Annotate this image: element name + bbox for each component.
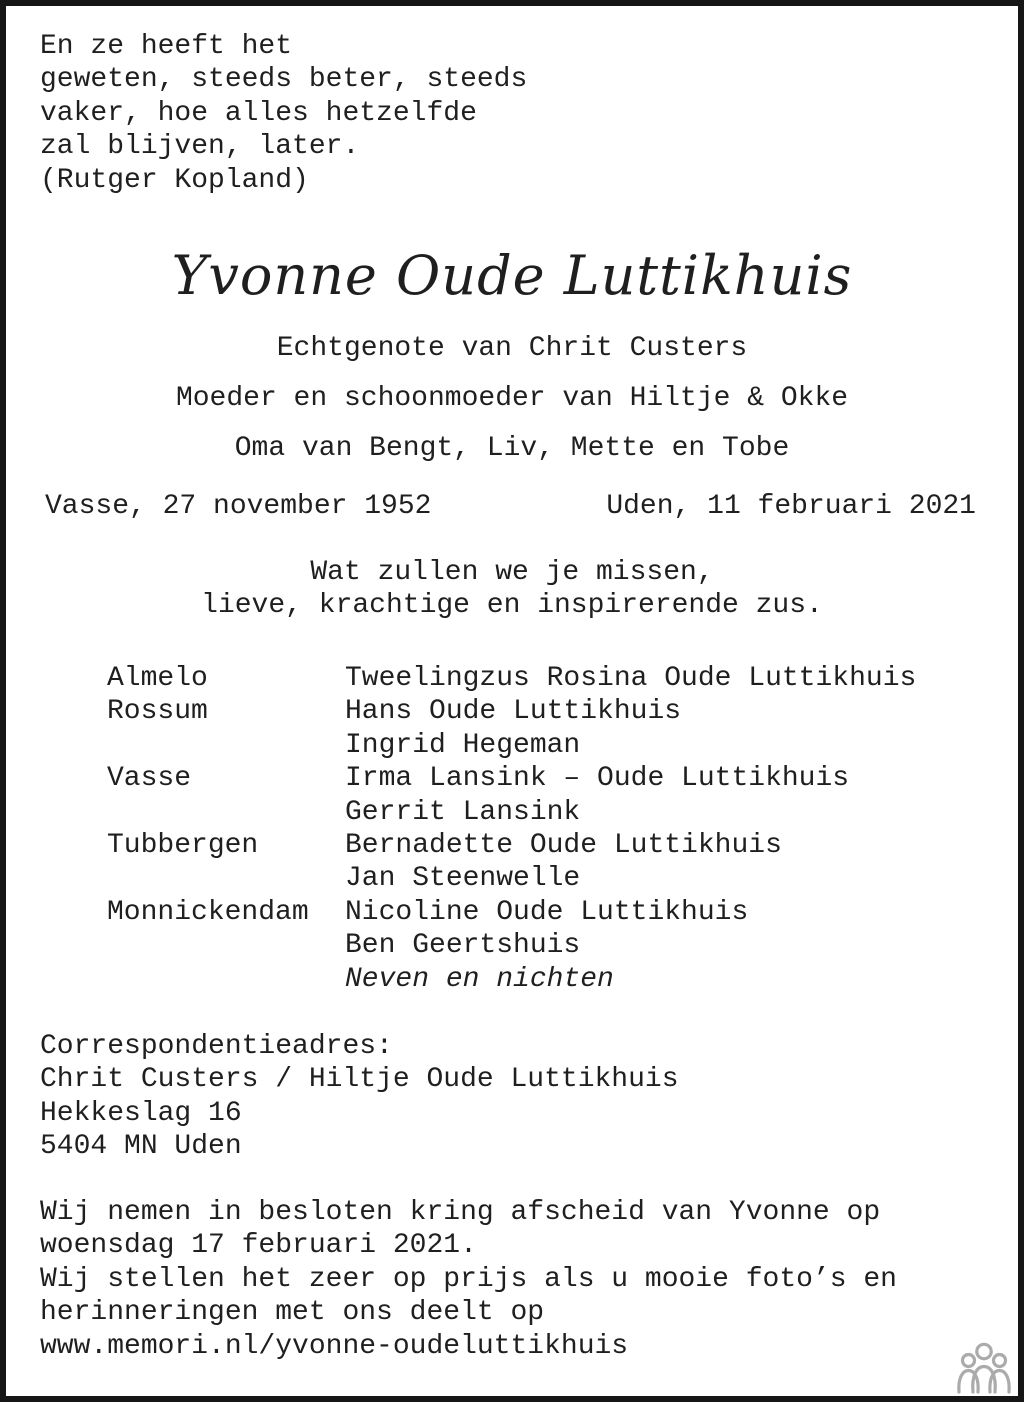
family-name: Gerrit Lansink	[345, 796, 581, 828]
family-row	[107, 729, 916, 762]
family-place	[107, 929, 345, 962]
family-place	[107, 796, 345, 829]
closing-line: Wij stellen het zeer op prijs als u mooie foto’s en	[40, 1263, 897, 1295]
family-place: Rossum	[107, 696, 208, 728]
tribute-line: Wat zullen we je missen,	[310, 557, 714, 588]
family-name: Irma Lansink – Oude Luttikhuis	[345, 763, 850, 795]
family-row	[107, 896, 916, 929]
family-place	[107, 862, 345, 895]
family-list	[107, 662, 916, 996]
poem-line: En ze heeft het	[40, 31, 293, 62]
closing-message	[40, 1196, 897, 1363]
tribute	[0, 556, 1024, 623]
grandmother-line: Oma van Bengt, Liv, Mette en Tobe	[234, 433, 790, 464]
memorial-url: www.memori.nl/yvonne-oudeluttikhuis	[40, 1330, 629, 1362]
family-place: Tubbergen	[107, 830, 259, 862]
birth-place-date: Vasse, 27 november 1952	[45, 491, 432, 522]
family-row	[107, 695, 916, 728]
family-row	[107, 862, 916, 895]
family-name: Bernadette Oude Luttikhuis	[345, 830, 782, 862]
family-name: Tweelingzus Rosina Oude Luttikhuis	[345, 663, 917, 694]
family-place: Vasse	[107, 763, 192, 795]
family-row	[107, 762, 916, 795]
family-name: Ben Geertshuis	[345, 930, 581, 962]
death-place-date: Uden, 11 februari 2021	[606, 491, 976, 522]
family-place	[107, 729, 345, 762]
family-name: Nicoline Oude Luttikhuis	[345, 896, 749, 928]
poem-line: geweten, steeds beter, steeds	[40, 64, 528, 96]
poem-attribution: (Rutger Kopland)	[40, 164, 309, 196]
deceased-name: Yvonne Oude Luttikhuis	[171, 244, 853, 307]
correspondence-names: Chrit Custers / Hiltje Oude Luttikhuis	[40, 1064, 679, 1096]
correspondence-heading: Correspondentieadres:	[40, 1031, 393, 1062]
family-place: Monnickendam	[107, 896, 309, 928]
family-row	[107, 662, 916, 695]
family-name: Ingrid Hegeman	[345, 729, 581, 761]
family-name: Jan Steenwelle	[345, 863, 581, 895]
family-row	[107, 796, 916, 829]
poem-line: zal blijven, later.	[40, 131, 360, 163]
poem	[40, 30, 527, 197]
closing-line: herinneringen met ons deelt op	[40, 1297, 545, 1329]
family-row	[107, 963, 916, 996]
spouse-line: Echtgenote van Chrit Custers	[276, 333, 748, 364]
family-row	[107, 929, 916, 962]
tribute-line: lieve, krachtige en inspirerende zus.	[201, 590, 823, 622]
family-place	[107, 963, 345, 996]
correspondence-address	[40, 1030, 679, 1164]
family-place: Almelo	[107, 663, 208, 694]
family-row	[107, 829, 916, 862]
correspondence-street: Hekkeslag 16	[40, 1097, 242, 1129]
birth-death-dates	[45, 490, 976, 523]
poem-line: vaker, hoe alles hetzelfde	[40, 97, 477, 129]
family-name-cousins: Neven en nichten	[345, 963, 614, 995]
mother-line: Moeder en schoonmoeder van Hiltje & Okke	[175, 383, 849, 414]
correspondence-city: 5404 MN Uden	[40, 1131, 242, 1163]
three-people-icon	[956, 1342, 1012, 1394]
closing-line: woensdag 17 februari 2021.	[40, 1230, 477, 1262]
closing-line: Wij nemen in besloten kring afscheid van Yvonne op	[40, 1197, 881, 1228]
family-name: Hans Oude Luttikhuis	[345, 696, 682, 728]
